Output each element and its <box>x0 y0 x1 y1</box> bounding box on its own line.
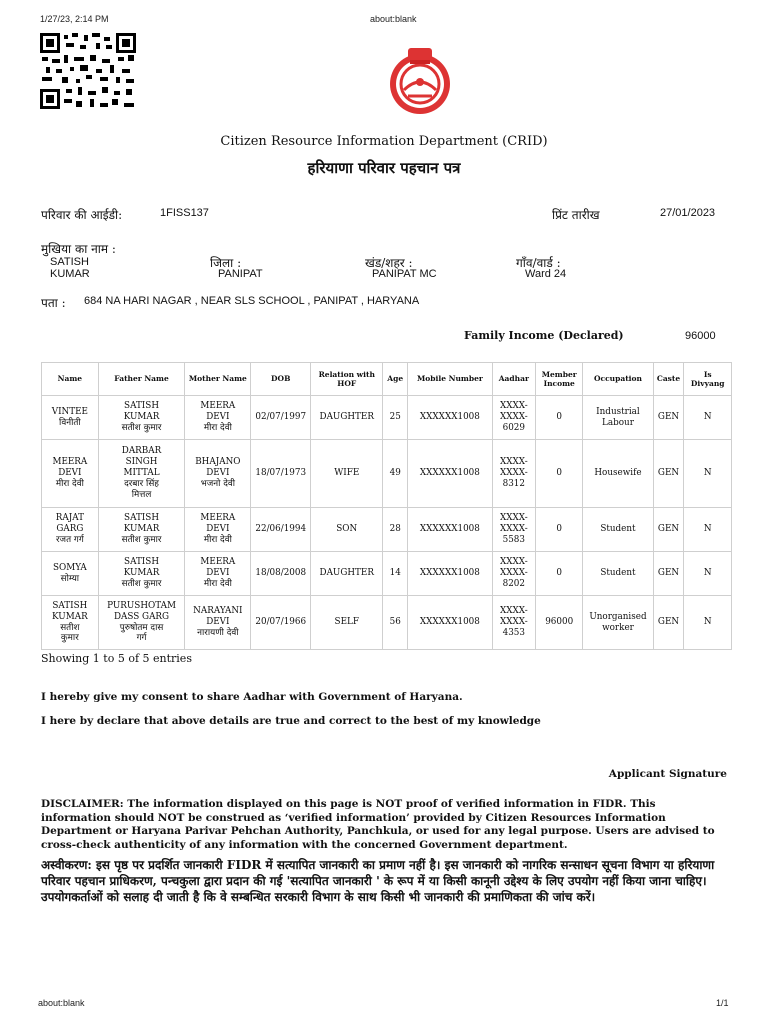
cell-name: SOMYA सोम्या <box>42 552 99 596</box>
cell-father: SATISH KUMAR सतीश कुमार <box>98 396 185 440</box>
address-label: पता : <box>41 296 66 310</box>
members-table <box>41 362 732 650</box>
cell-age: 49 <box>383 440 408 508</box>
applicant-signature: Applicant Signature <box>608 768 727 780</box>
cell-relation: DAUGHTER <box>311 552 383 596</box>
cell-aadhar: XXXX- XXXX- 8202 <box>492 552 535 596</box>
cell-aadhar: XXXX- XXXX- 5583 <box>492 508 535 552</box>
cell-divyang: N <box>684 440 732 508</box>
cell-income: 0 <box>535 552 582 596</box>
table-row <box>42 596 732 650</box>
cell-dob: 18/08/2008 <box>251 552 311 596</box>
print-datetime: 1/27/23, 2:14 PM <box>40 14 109 24</box>
address-value: 684 NA HARI NAGAR , NEAR SLS SCHOOL , PANIPAT , HARYANA <box>84 295 420 307</box>
cell-divyang: N <box>684 596 732 650</box>
cell-mother: MEERA DEVI मीरा देवी <box>185 508 251 552</box>
cell-dob: 18/07/1973 <box>251 440 311 508</box>
cell-mobile: XXXXXX1008 <box>408 552 493 596</box>
column-header: Mobile Number <box>408 363 493 396</box>
village-label: गाँव/वार्ड : <box>516 256 561 270</box>
cell-mobile: XXXXXX1008 <box>408 596 493 650</box>
district-label: जिला : <box>210 256 242 270</box>
cell-dob: 20/07/1966 <box>251 596 311 650</box>
cell-name: MEERA DEVI मीरा देवी <box>42 440 99 508</box>
qr-code-icon <box>40 33 136 109</box>
village-value: Ward 24 <box>525 268 567 280</box>
haryana-emblem-icon <box>386 44 454 116</box>
cell-occupation: Student <box>583 508 653 552</box>
cell-caste: GEN <box>653 440 684 508</box>
cell-caste: GEN <box>653 596 684 650</box>
cell-occupation: Industrial Labour <box>583 396 653 440</box>
cell-relation: SELF <box>311 596 383 650</box>
column-header: Occupation <box>583 363 653 396</box>
print-footer-url: about:blank <box>38 998 85 1008</box>
cell-age: 14 <box>383 552 408 596</box>
department-title: Citizen Resource Information Department (CRID) <box>220 134 548 149</box>
print-date-value: 27/01/2023 <box>660 207 716 219</box>
table-row <box>42 396 732 440</box>
print-date-label: प्रिंट तारीख <box>552 208 600 222</box>
column-header: Father Name <box>98 363 185 396</box>
head-name-label: मुखिया का नाम : <box>41 242 116 256</box>
column-header: DOB <box>251 363 311 396</box>
cell-dob: 22/06/1994 <box>251 508 311 552</box>
cell-name: VINTEE विनीती <box>42 396 99 440</box>
cell-occupation: Housewife <box>583 440 653 508</box>
cell-caste: GEN <box>653 552 684 596</box>
column-header: Mother Name <box>185 363 251 396</box>
cell-father: SATISH KUMAR सतीश कुमार <box>98 508 185 552</box>
family-id-label: परिवार की आईडी: <box>41 208 123 222</box>
cell-father: PURUSHOTAM DASS GARG पुरुषोतम दास गर्ग <box>98 596 185 650</box>
column-header: Name <box>42 363 99 396</box>
table-row <box>42 440 732 508</box>
family-id-value: 1FISS137 <box>160 207 209 219</box>
declaration: I here by declare that above details are true and correct to the best of my knowledge <box>41 715 541 727</box>
district-value: PANIPAT <box>218 268 263 280</box>
cell-occupation: Student <box>583 552 653 596</box>
cell-name: RAJAT GARG रजत गर्ग <box>42 508 99 552</box>
cell-mother: BHAJANO DEVI भजनो देवी <box>185 440 251 508</box>
family-income-label: Family Income (Declared) <box>464 329 624 342</box>
cell-age: 25 <box>383 396 408 440</box>
cell-aadhar: XXXX- XXXX- 4353 <box>492 596 535 650</box>
disclaimer-hindi: अस्वीकरण: इस पृष्ठ पर प्रदर्शित जानकारी FIDR में सत्यापित जानकारी का प्रमाण नहीं है। इस जानकारी को नागरिक सन्साधन सूचना विभाग या हरियाणा परिवार पहचान प्राधिकरण, पन्चकुला द्वारा प्रदान की गई 'सत्यापित जानकारी ' के रूप में या किसी कानूनी उद्देश्य के लिए उपयोग नहीं किया जाना चाहिए। उपयोगकर्ताओं को सलाह दी जाती है कि वे सम्बन्धित सरकारी विभाग के साथ किसी भी जानकारी की प्रमाणिकता की जांच करें। <box>41 858 715 905</box>
disclaimer-english: DISCLAIMER: The information displayed on this page is NOT proof of verified information in FIDR. This information should NOT be construed as ‘verified information’ provided by Citizen Resources Information Department or Haryana Parivar Pehchan Authority, Panchkula, or used for any legal purpose. Users are advised to cross-check authenticity of any information with the concerned Government department. <box>41 798 715 851</box>
column-header: Is Divyang <box>684 363 732 396</box>
head-first-name: SATISH <box>50 256 89 268</box>
document-title: हरियाणा परिवार पहचान पत्र <box>307 159 461 177</box>
cell-mother: NARAYANI DEVI नारायणी देवी <box>185 596 251 650</box>
cell-age: 56 <box>383 596 408 650</box>
cell-father: SATISH KUMAR सतीश कुमार <box>98 552 185 596</box>
cell-mother: MEERA DEVI मीरा देवी <box>185 552 251 596</box>
cell-aadhar: XXXX- XXXX- 8312 <box>492 440 535 508</box>
cell-mobile: XXXXXX1008 <box>408 440 493 508</box>
cell-caste: GEN <box>653 396 684 440</box>
column-header: Caste <box>653 363 684 396</box>
cell-mobile: XXXXXX1008 <box>408 508 493 552</box>
cell-mobile: XXXXXX1008 <box>408 396 493 440</box>
cell-name: SATISH KUMAR सतीश कुमार <box>42 596 99 650</box>
cell-occupation: Unorganised worker <box>583 596 653 650</box>
consent-aadhar: I hereby give my consent to share Aadhar with Government of Haryana. <box>41 691 463 703</box>
cell-father: DARBAR SINGH MITTAL दरबार सिंह मित्तल <box>98 440 185 508</box>
column-header: Member Income <box>535 363 582 396</box>
table-row <box>42 508 732 552</box>
print-page-count: 1/1 <box>716 998 729 1008</box>
print-page-title: about:blank <box>370 14 417 24</box>
block-value: PANIPAT MC <box>372 268 437 280</box>
head-last-name: KUMAR <box>50 268 90 280</box>
column-header: Relation with HOF <box>311 363 383 396</box>
block-label: खंड/शहर : <box>365 256 413 270</box>
cell-income: 0 <box>535 508 582 552</box>
cell-income: 0 <box>535 396 582 440</box>
cell-income: 96000 <box>535 596 582 650</box>
cell-dob: 02/07/1997 <box>251 396 311 440</box>
cell-divyang: N <box>684 552 732 596</box>
cell-caste: GEN <box>653 508 684 552</box>
table-header-row <box>42 363 732 396</box>
cell-age: 28 <box>383 508 408 552</box>
table-row <box>42 552 732 596</box>
cell-relation: SON <box>311 508 383 552</box>
cell-relation: WIFE <box>311 440 383 508</box>
cell-mother: MEERA DEVI मीरा देवी <box>185 396 251 440</box>
entries-count: Showing 1 to 5 of 5 entries <box>41 652 192 665</box>
cell-divyang: N <box>684 508 732 552</box>
cell-income: 0 <box>535 440 582 508</box>
column-header: Age <box>383 363 408 396</box>
family-income-value: 96000 <box>685 330 716 342</box>
cell-relation: DAUGHTER <box>311 396 383 440</box>
column-header: Aadhar <box>492 363 535 396</box>
cell-aadhar: XXXX- XXXX- 6029 <box>492 396 535 440</box>
cell-divyang: N <box>684 396 732 440</box>
